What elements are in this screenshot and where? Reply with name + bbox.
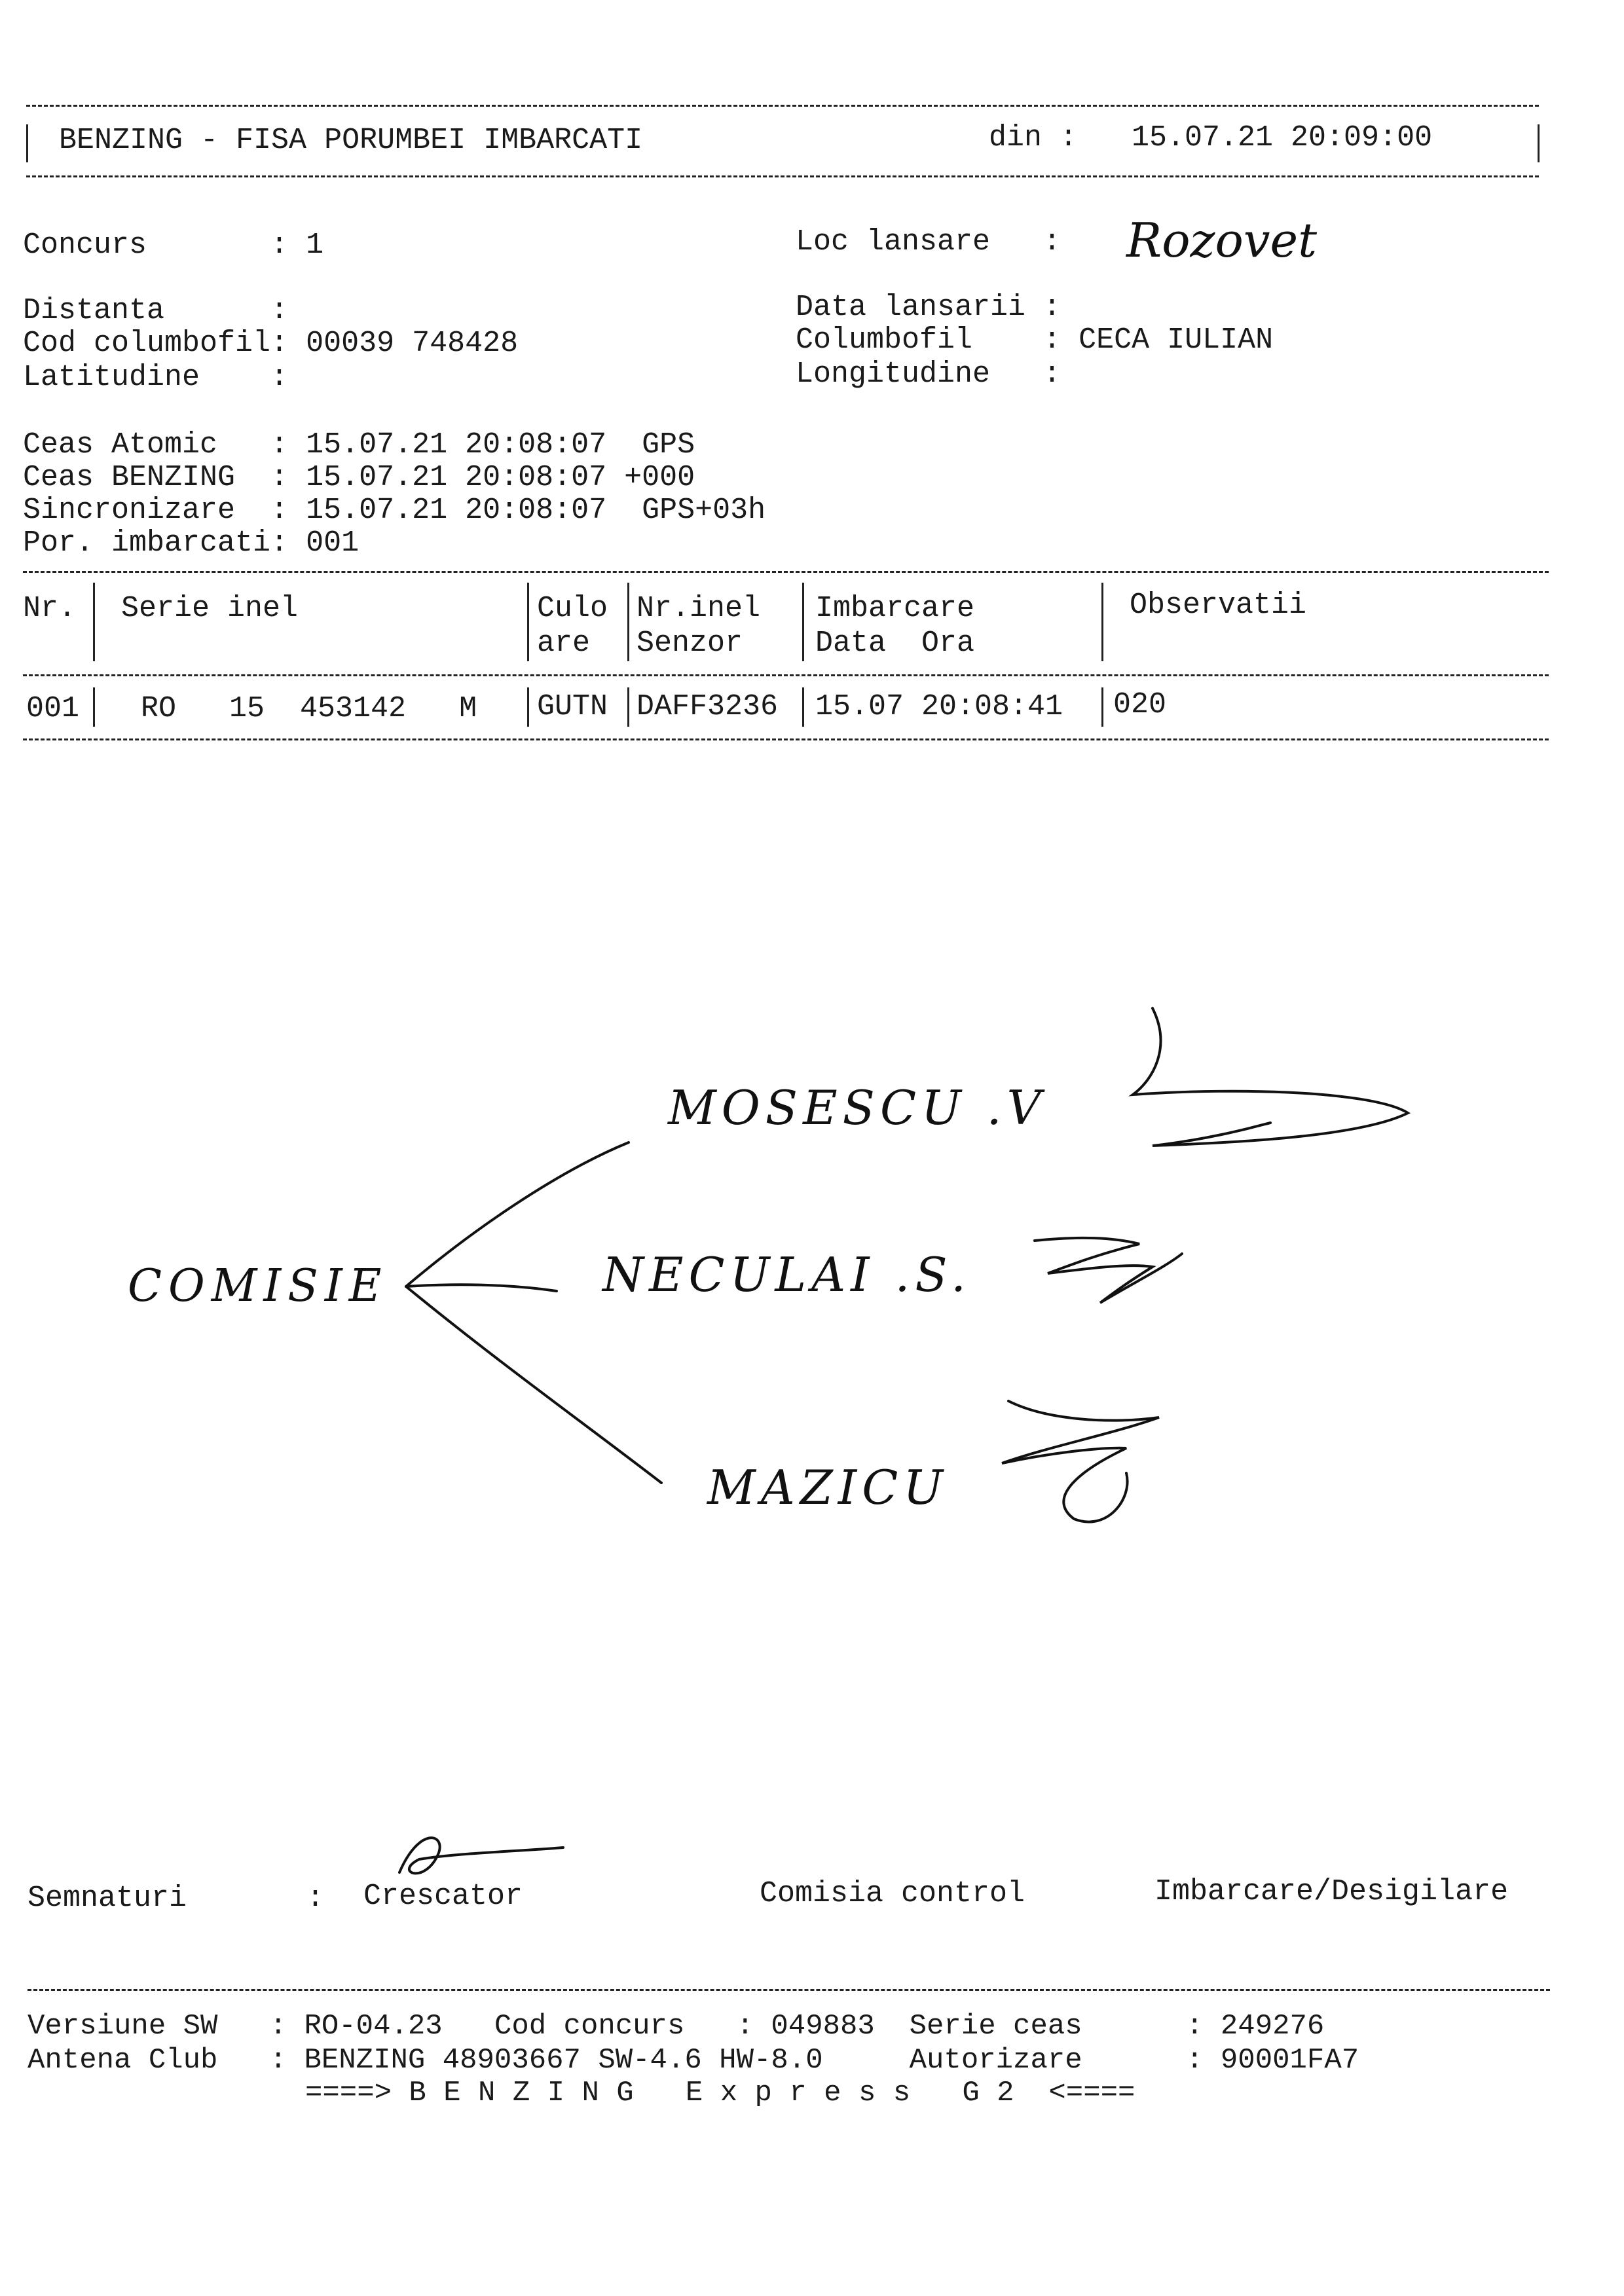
- signature-1: [1133, 1008, 1408, 1146]
- row-imbarcare: 15.07 20:08:41: [815, 690, 1063, 723]
- crescator-signature: [399, 1838, 563, 1873]
- ceas-atomic-line: Ceas Atomic : 15.07.21 20:08:07 GPS: [23, 428, 695, 462]
- sincronizare-line: Sincronizare : 15.07.21 20:08:07 GPS+03h: [23, 494, 766, 527]
- ceas-benzing-line: Ceas BENZING : 15.07.21 20:08:07 +000: [23, 461, 695, 494]
- cod-columbofil-field: Cod columbofil: 00039 748428: [23, 327, 519, 360]
- header-imbarcare-2: Data Ora: [815, 627, 975, 660]
- din-label: din :: [989, 121, 1078, 155]
- bracket-lower-stroke: [406, 1286, 661, 1483]
- din-datetime: 15.07.21 20:09:00: [1132, 121, 1433, 155]
- concurs-field: Concurs : 1: [23, 228, 324, 262]
- document-title: BENZING - FISA PORUMBEI IMBARCATI: [59, 124, 643, 157]
- crescator-label: Crescator: [363, 1880, 523, 1913]
- latitudine-field: Latitudine :: [23, 361, 289, 394]
- porumbei-imbarcati-line: Por. imbarcati: 001: [23, 526, 360, 560]
- semnaturi-colon: :: [306, 1882, 325, 1915]
- footer-line-1: Versiune SW : RO-04.23 Cod concurs : 049883 Serie ceas : 249276: [28, 2010, 1325, 2043]
- header-imbarcare-1: Imbarcare: [815, 592, 975, 625]
- loc-lansare-label: Loc lansare :: [796, 225, 1061, 259]
- row-culoare: GUTN: [537, 690, 608, 723]
- header-nr: Nr.: [23, 592, 77, 625]
- row-observatii: 020: [1113, 688, 1167, 721]
- data-lansarii-field: Data lansarii :: [796, 291, 1061, 324]
- row-serie-inel: RO 15 453142 M: [141, 692, 477, 725]
- footer-line-2: Antena Club : BENZING 48903667 SW-4.6 HW-8.0 Autorizare : 90001FA7: [28, 2044, 1359, 2077]
- row-nrinel: DAFF3236: [637, 690, 779, 723]
- header-serie-inel: Serie inel: [121, 592, 299, 625]
- signature-3: [1002, 1401, 1159, 1522]
- footer-separator: [28, 1989, 1550, 1991]
- distanta-field: Distanta :: [23, 294, 289, 327]
- comisia-control-label: Comisia control: [760, 1877, 1025, 1910]
- header-observatii: Observatii: [1130, 589, 1307, 622]
- header-culoare-1: Culo: [537, 592, 608, 625]
- bracket-upper-stroke: [406, 1142, 629, 1286]
- columbofil-field: Columbofil : CECA IULIAN: [796, 323, 1274, 357]
- longitudine-field: Longitudine :: [796, 357, 1061, 391]
- footer-line-3: ====> B E N Z I N G E x p r e s s G 2 <====: [305, 2077, 1135, 2109]
- semnaturi-label: Semnaturi: [28, 1882, 187, 1915]
- header-culoare-2: are: [537, 627, 591, 660]
- signature-2: [1035, 1238, 1182, 1303]
- header-nrinel-1: Nr.inel: [637, 592, 761, 625]
- loc-lansare-handwritten: Rozovet: [1126, 213, 1318, 268]
- handwritten-name-3: MAZICU: [707, 1460, 948, 1515]
- row-nr: 001: [26, 692, 80, 725]
- imbarcare-desigilare-label: Imbarcare/Desigilare: [1154, 1875, 1509, 1908]
- bracket-middle-stroke: [406, 1285, 557, 1291]
- handwritten-name-1: MOSESCU .V: [668, 1080, 1046, 1135]
- handwritten-name-2: NECULAI .S.: [602, 1247, 971, 1302]
- header-nrinel-2: Senzor: [637, 627, 743, 660]
- handwritten-comisie: COMISIE: [128, 1260, 388, 1312]
